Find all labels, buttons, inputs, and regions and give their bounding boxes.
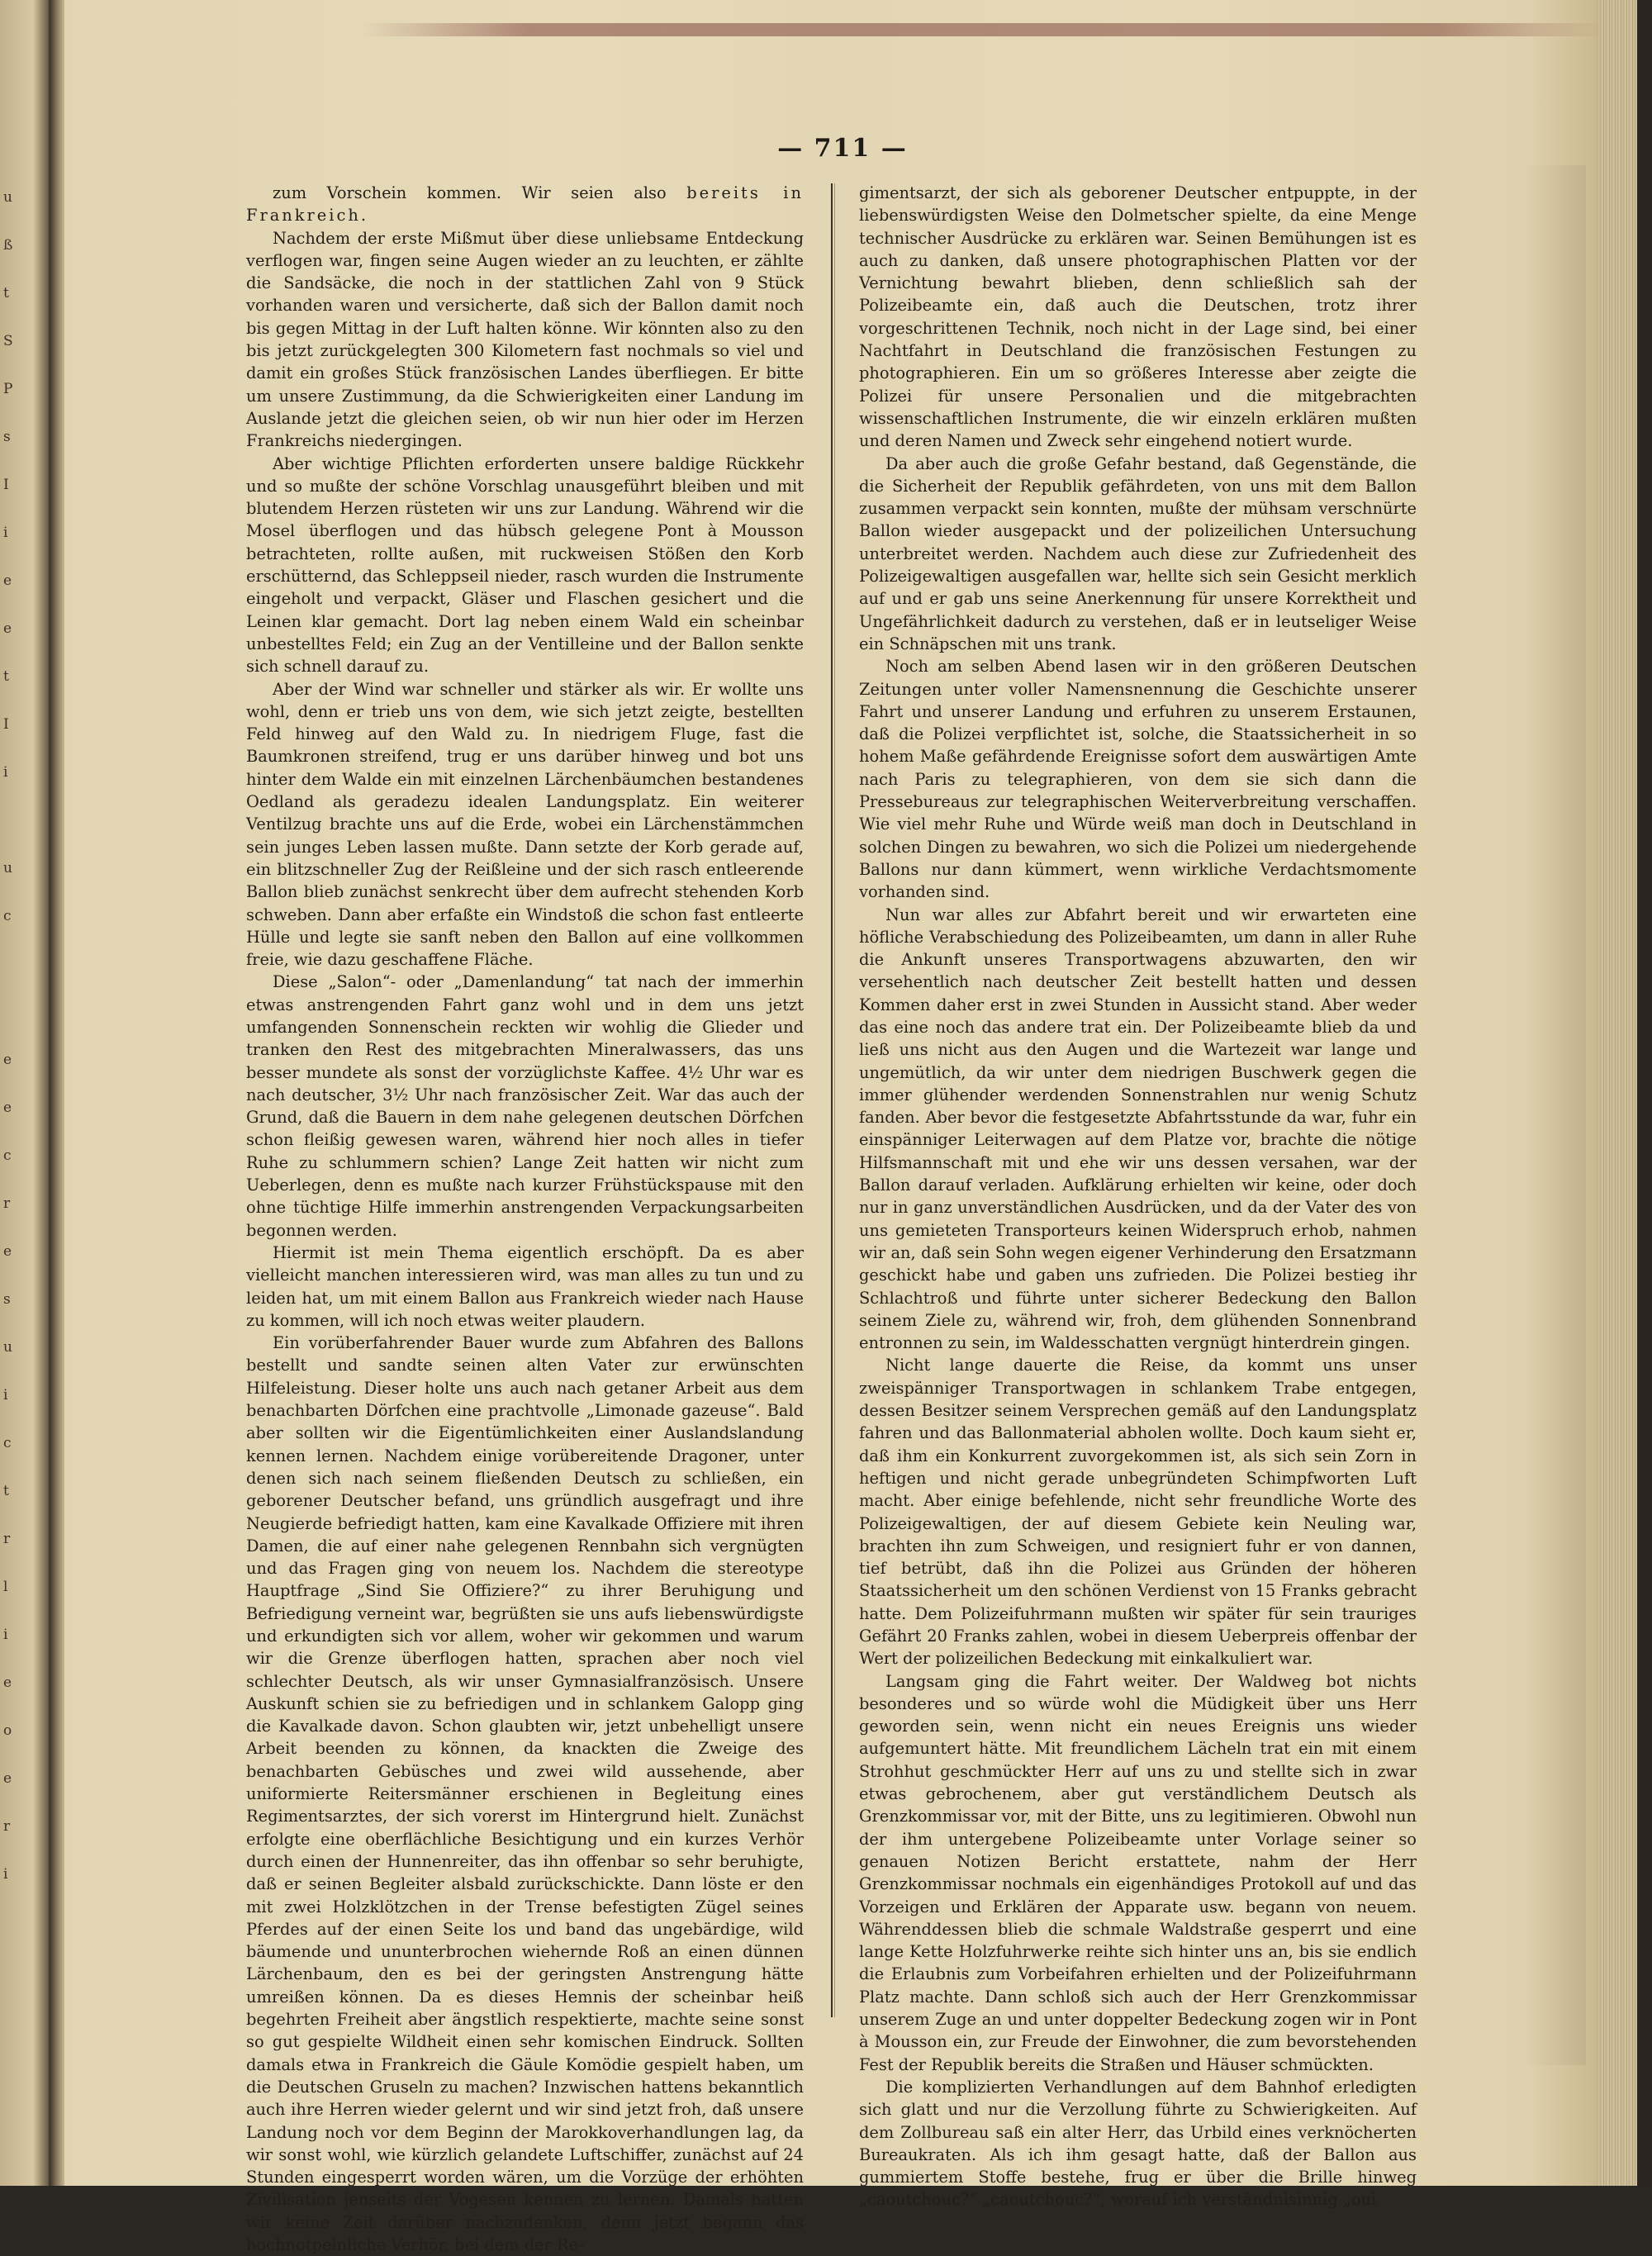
emphasized-text: bereits in Frankreich. <box>246 183 804 226</box>
page-number: — 711 — <box>777 134 908 163</box>
margin-fragment: e <box>3 1100 12 1116</box>
paragraph <box>859 2076 1417 2211</box>
margin-fragment: r <box>3 1195 11 1212</box>
margin-fragment: i <box>3 1627 8 1643</box>
margin-fragment: t <box>3 1483 9 1499</box>
paragraph-text: Aber der Wind war schneller und stärker als wir. Er wollte uns wohl, denn er trieb uns von dem, wie sich jetzt zeigte, bestellten Feld hinweg auf den Wald zu. In niedrigem Fluge, fast die Baumkronen streifend, trug er uns darüber hinweg und bot uns hinter dem Walde ein mit einzelnen Lärchenbäumchen bestandenes Oedland als geradezu idealen Landungsplatz. Ein weiterer Ventilzug brachte uns auf die Erde, wobei ein Lärchenstämmchen sein junges Leben lassen mußte. Dann setzte der Korb gerade auf, ein blitzschneller Zug der Reißleine und der sich rasch entleerende Ballon blieb zunächst senkrecht über dem aufrecht stehenden Korb schweben. Dann aber erfaßte ein Windstoß die schon fast entleerte Hülle und legte sie sanft neben den Ballon auf eine vollkommen freie, wie dazu geschaffene Fläche. <box>246 679 804 970</box>
margin-fragment: e <box>3 1674 12 1691</box>
paragraph-text: Die komplizierten Verhandlungen auf dem Bahnhof erledigten sich glatt und nur die Verzollung führte zu Schwierigkeiten. Auf dem Zollbureau saß ein alter Herr, das Urbild eines verknöcherten Bureaukraten. Als ich ihm gesagt hatte, daß der Ballon aus gummiertem Stoffe bestehe, frug er über die Brille hinweg „caoutchouc?“ „caoutchouc?“, worauf ich verständnisinnig „oui <box>859 2077 1417 2210</box>
paragraph <box>246 182 804 227</box>
margin-fragment: o <box>3 1722 12 1739</box>
margin-fragment: i <box>3 764 8 781</box>
paragraph-text: Hiermit ist mein Thema eigentlich erschöpft. Da es aber vielleicht manchen interessieren wird, was man alles zu tun und zu leiden hat, um mit einem Ballon aus Frankreich wieder nach Hause zu kommen, will ich noch etwas weiter plaudern. <box>246 1242 804 1330</box>
paragraph <box>246 227 804 453</box>
paragraph <box>246 453 804 678</box>
margin-fragment: u <box>3 1339 12 1356</box>
left-text-column <box>246 182 804 2256</box>
margin-fragment: c <box>3 1435 12 1451</box>
margin-fragment: s <box>3 429 11 445</box>
paragraph <box>859 182 1417 453</box>
margin-fragment: I <box>3 477 9 493</box>
margin-fragment: c <box>3 908 12 924</box>
margin-fragment: S <box>3 333 13 349</box>
margin-fragment: e <box>3 1243 12 1260</box>
paragraph <box>859 904 1417 1355</box>
margin-fragment <box>3 988 36 1036</box>
paragraph-text: Aber wichtige Pflichten erforderten unsere baldige Rückkehr und so mußte der schöne Vorschlag unausgeführt bleiben und mit blutendem Herzen rüsteten wir uns zur Landung. Während wir die Mosel überflogen und das hübsch gelegene Pont à Mousson betrachteten, rollte außen, mit ruckweisen Stößen den Korb erschütternd, das Schleppseil nieder, rasch wurden die Instrumente eingeholt und verpackt, Gläser und Flaschen gesichert und die Leinen klar gemacht. Dort lag neben einem Wald ein scheinbar unbestelltes Feld; ein Zug an der Ventilleine und der Ballon senkte sich schnell darauf zu. <box>246 454 804 677</box>
margin-fragment: t <box>3 285 9 302</box>
margin-fragment: ß <box>3 237 13 254</box>
paragraph <box>246 678 804 971</box>
margin-fragment: r <box>3 1818 11 1835</box>
right-text-column <box>859 182 1417 2211</box>
margin-fragment: l <box>3 1579 8 1595</box>
margin-fragment <box>3 940 36 988</box>
paragraph-text: Langsam ging die Fahrt weiter. Der Waldweg bot nichts besonderes und so würde wohl die Müdigkeit über uns Herr geworden sein, wenn nicht ein neues Ereignis uns wieder aufgemuntert hätte. Mit freundlichem Lächeln trat ein mit einem Strohhut geschmückter Herr auf uns zu und stellte sich in zwar etwas gebrochenem, aber gut verständlichem Deutsch als Grenzkommissar vor, mit der Bitte, uns zu legitimieren. Obwohl nun der ihm untergebene Polizeibeamte unter Vorlage seiner so genauen Notizen Bericht erstattete, nahm der Herr Grenzkommissar nochmals ein eigenhändiges Protokoll auf und das Vorzeigen und Erklären der Apparate usw. begann von neuem. Währenddessen blieb die schmale Waldstraße gesperrt und eine lange Kette Holzfuhrwerke reihte sich hinter uns an, bis sie endlich die Erlaubnis zum Vorbeifahren erhielten und der Polizeifuhrmann Platz machte. Dann schloß sich auch der Herr Grenzkommissar unserem Zuge an und unter doppelter Bedeckung zogen wir in Pont à Mousson ein, zur Freude der Einwohner, die zum bevorstehenden Fest der Republik bereits die Straßen und Häuser schmückten. <box>859 1671 1417 2074</box>
margin-fragment <box>3 796 36 844</box>
paragraph <box>246 1242 804 1332</box>
paragraph-text: Diese „Salon“- oder „Damenlandung“ tat nach der immerhin etwas anstrengenden Fahrt ganz wohl und in dem uns jetzt umfangenden Sonnenschein reckten wir wohlig die Glieder und tranken den Rest des mitgebrachten Mineralwassers, das uns besser mundete als sonst der vorzüglichste Kaffee. 4½ Uhr war es nach deutscher, 3½ Uhr nach französischer Zeit. War das auch der Grund, daß die Bauern in dem nahe gelegenen deutschen Dörfchen schon fleißig gewesen waren, während hier noch alles in tiefer Ruhe zu schlummern schien? Lange Zeit hatten wir nicht zum Ueberlegen, denn es mußte nach kurzer Frühstückspause mit den ohne tüchtige Hilfe immerhin anstrengenden Verpackungsarbeiten begonnen werden. <box>246 972 804 1240</box>
paragraph-text: Noch am selben Abend lasen wir in den größeren Deutschen Zeitungen unter voller Namensnennung die Geschichte unserer Fahrt und unserer Landung und erfuhren zu unserem Erstaunen, daß die Polizei verpflichtet ist, solche, die Staatssicherheit in so hohem Maße gefährdende Ereignisse sofort dem auswärtigen Amte nach Paris zu telegraphieren, von dem sie sich dann die Pressebureaus zur telegraphischen Weiterverbreitung verschaffen. Wie viel mehr Ruhe und Würde weiß man doch in Deutschland in solchen Dingen zu bewahren, wo sich die Polizei um niedergehende Ballons nur dann kümmert, wenn wirkliche Verdachtsmomente vorhanden sind. <box>859 657 1417 902</box>
column-divider-shadow <box>834 183 835 2017</box>
paragraph-text: Nicht lange dauerte die Reise, da kommt uns unser zweispänniger Transportwagen in schlankem Trabe entgegen, dessen Besitzer seinem Versprechen gemäß auf den Landungsplatz fahren und das Ballonmaterial abholen wollte. Doch kaum sieht er, daß ihm ein Konkurrent zuvorgekommen ist, als sich sein Zorn in heftigen und nicht gerade unbegründeten Schimpfworten Luft macht. Aber einige befehlende, nicht sehr freundliche Worte des Polizeigewaltigen, der auf diesem Gebiete kein Neuling war, brachten ihn zum Schweigen, und resigniert fuhr er von dannen, tief betrübt, daß ihn die Polizei aus Gründen der höheren Staatssicherheit um den schönen Verdienst von 15 Franks gebracht hatte. Dem Polizeifuhrmann mußten wir später für sein trauriges Gefährt 20 Franks zahlen, wobei in diesem Ueberpreis offenbar der Wert der polizeilichen Bedeckung mit einkalkuliert war. <box>859 1356 1417 1669</box>
paragraph-text: gimentsarzt, der sich als geborener Deutscher entpuppte, in der liebenswürdigsten Weise den Dolmetscher spielte, da eine Menge technischer Ausdrücke zu erklären war. Seinen Bemühungen ist es auch zu danken, daß unsere photographischen Platten vor der Vernichtung bewahrt blieben, denn schließlich sah der Polizeibeamte ein, daß auch die Deutschen, trotz ihrer vorgeschrittenen Technik, noch nicht in der Lage sind, bei einer Nachtfahrt in Deutschland die französischen Festungen zu photographieren. Ein um so größeres Interesse aber zeigte die Polizei für unsere Personalien und die mitgebrachten wissenschaftlichen Instrumente, die wir einzeln erklären mußten und deren Namen und Zweck sehr eingehend notiert wurde. <box>859 183 1417 451</box>
paragraph-text: Nachdem der erste Mißmut über diese unliebsame Entdeckung verflogen war, fingen seine Augen wieder an zu leuchten, er zählte die Sandsäcke, die noch in der stattlichen Zahl von 9 Stück vorhanden waren und versicherte, daß sich der Ballon damit noch bis gegen Mittag in der Luft halten könne. Wir könnten also zu den bis jetzt zurückgelegten 300 Kilometern fast nochmals so viel und damit ein großes Stück französischen Landes überfliegen. Er bitte um unsere Zustimmung, da die Schwierigkeiten einer Landung im Auslande jetzt die gleichen seien, ob wir nun hier oder im Herzen Frankreichs niedergingen. <box>246 228 804 451</box>
margin-fragment: r <box>3 1531 11 1547</box>
paragraph <box>859 453 1417 656</box>
margin-fragment: P <box>3 381 13 397</box>
margin-fragment: i <box>3 525 8 541</box>
page-stack-edge <box>1598 0 1652 2186</box>
paragraph <box>246 1332 804 2256</box>
paragraph <box>246 971 804 1242</box>
facing-page-text-fragments <box>3 173 36 1898</box>
book-gutter <box>50 0 64 2186</box>
margin-fragment: i <box>3 1866 8 1883</box>
margin-fragment: e <box>3 620 12 637</box>
margin-fragment: c <box>3 1147 12 1164</box>
paragraph <box>859 655 1417 903</box>
paragraph-text: Nun war alles zur Abfahrt bereit und wir erwarteten eine höfliche Verabschiedung des Polizeibeamten, um dann in aller Ruhe die Ankunft unseres Transportwagens abzuwarten, den wir versehentlich nach deutscher Zeit bestellt hatten und dessen Kommen daher erst in zwei Stunden in Aussicht stand. Aber weder das eine noch das andere trat ein. Der Polizeibeamte blieb da und ließ uns nicht aus den Augen und die Wartezeit war lange und ungemütlich, da wir unter dem niedrigen Buschwerk gegen die immer glühender werdenden Sonnenstrahlen nur wenig Schutz fanden. Aber bevor die festgesetzte Abfahrtsstunde da war, fuhr ein einspänniger Leiterwagen auf dem Platze vor, brachte die nötige Hilfsmannschaft mit und ehe wir uns dessen versahen, war der Ballon darauf verladen. Aufklärung erhielten wir keine, oder doch nur in ganz unverständlichen Ausdrücken, und da der Vater des von uns gemieteten Transporteurs keinen Widerspruch erhob, nahmen wir an, daß sein Sohn wegen eigener Verhinderung den Ersatzmann geschickt habe und gaben uns zufrieden. Die Polizei bestieg ihr Schlachtroß und führte unter sicherer Bedeckung den Ballon seinem Ziele zu, während wir, froh, dem glühenden Sonnenbrand entronnen zu sein, im Waldesschatten vergnügt hinterdrein gingen. <box>859 905 1417 1353</box>
paragraph-text: Ein vorüberfahrender Bauer wurde zum Abfahren des Ballons bestellt und sandte seinen alten Vater zur erwünschten Hilfeleistung. Dieser holte uns auch nach getaner Arbeit aus dem benachbarten Dörfchen eine prachtvolle „Limonade gazeuse“. Bald aber sollten wir die Eigentümlichkeiten einer Auslandslandung kennen lernen. Nachdem einige vorübereitende Dragoner, unter denen sich nach seinem fließenden Deutsch zu schließen, ein geborener Deutscher befand, uns gründlich ausgefragt und ihre Neugierde befriedigt hatten, kam eine Kavalkade Offiziere mit ihren Damen, die auf einer nahe gelegenen Rennbahn sich vergnügten und das Fragen ging von neuem los. Nachdem die stereotype Hauptfrage „Sind Sie Offiziere?“ zu ihrer Beruhigung und Befriedigung verneint war, begrüßten sie uns aufs liebenswürdigste und erkundigten sich vor allem, woher wir gekommen und warum wir die Grenze überflogen hatten, sprachen aber noch viel schlechter Deutsch, als wir unser Gymnasialfranzösisch. Unsere Auskunft schien sie zu befriedigen und in schlankem Galopp ging die Kavalkade davon. Schon glaubten wir, jetzt unbehelligt unsere Arbeit beenden zu können, da knackten die Zweige des benachbarten Gebüsches und zwei wild aussehende, aber uniformierte Reitersmänner erschienen in Begleitung eines Regimentsarztes, der sich vorerst im Hintergrund hielt. Zunächst erfolgte eine oberflächliche Besichtigung und ein kurzes Verhör durch einen der Hunnenreiter, das ihn offenbar so sehr beruhigte, daß er seinen Begleiter alsbald zurückschickte. Dann löste er den mit zwei Holzklötzchen in der Trense befestigten Zügel seines Pferdes auf der einen Seite los und band das ungebärdige, wild bäumende und ununterbrochen wiehernde Roß an einen dünnen Lärchenbaum, den es bei der geringsten Anstrengung hätte umreißen können. Da es dieses Hemnis der scheinbar heiß begehrten Freiheit aber ängstlich respektierte, machte seine sonst so gut gespielte Wildheit einen sehr komischen Eindruck. Sollten damals etwa in Frankreich die Gäule Komödie gespielt haben, um die Deutschen Gruseln zu machen? Inzwischen hattens bekanntlich auch ihre Herren wieder gelernt und wir sind jetzt froh, daß unsere Landung noch vor dem Beginn der Marokkoverhandlungen lag, da wir sonst wohl, wie kürzlich gelandete Luftschiffer, zunächst auf 24 Stunden eingesperrt worden wären, um die Vorzüge der erhöhten Zivilisation jenseits der Vogesen kennen zu lernen. Damals hatten wir keine Zeit darüber nachzudenken, denn jetzt begann das hochnotpeinliche Verhör, bei dem der Re- <box>246 1333 804 2255</box>
margin-fragment: e <box>3 1770 12 1787</box>
paragraph <box>859 1670 1417 2076</box>
margin-fragment: i <box>3 1387 8 1403</box>
margin-fragment: u <box>3 189 12 206</box>
paragraph-text: Da aber auch die große Gefahr bestand, daß Gegenstände, die die Sicherheit der Republik gefährdeten, von uns mit dem Ballon zusammen verpackt sein konnten, mußte der mühsam verschnürte Ballon wieder ausgepackt und der polizeilichen Untersuchung unterbreitet werden. Nachdem auch diese zur Zufriedenheit des Polizeigewaltigen ausgefallen war, hellte sich sein Gesicht merklich auf und er gab uns seine Anerkennung für unsere Korrektheit und Ungefährlichkeit dadurch zu verstehen, daß er in leutseliger Weise ein Schnäpschen mit uns trank. <box>859 454 1417 653</box>
margin-fragment: s <box>3 1291 11 1308</box>
margin-fragment: I <box>3 716 9 733</box>
margin-fragment: t <box>3 668 9 685</box>
margin-fragment: u <box>3 860 12 876</box>
paragraph-text: zum Vorschein kommen. Wir seien also <box>273 183 687 202</box>
column-divider <box>831 183 833 2017</box>
margin-fragment: e <box>3 1052 12 1068</box>
margin-fragment: e <box>3 572 12 589</box>
paragraph <box>859 1354 1417 1669</box>
top-edge-stain <box>363 23 1602 36</box>
page-curve-shadow <box>1520 165 1586 2065</box>
